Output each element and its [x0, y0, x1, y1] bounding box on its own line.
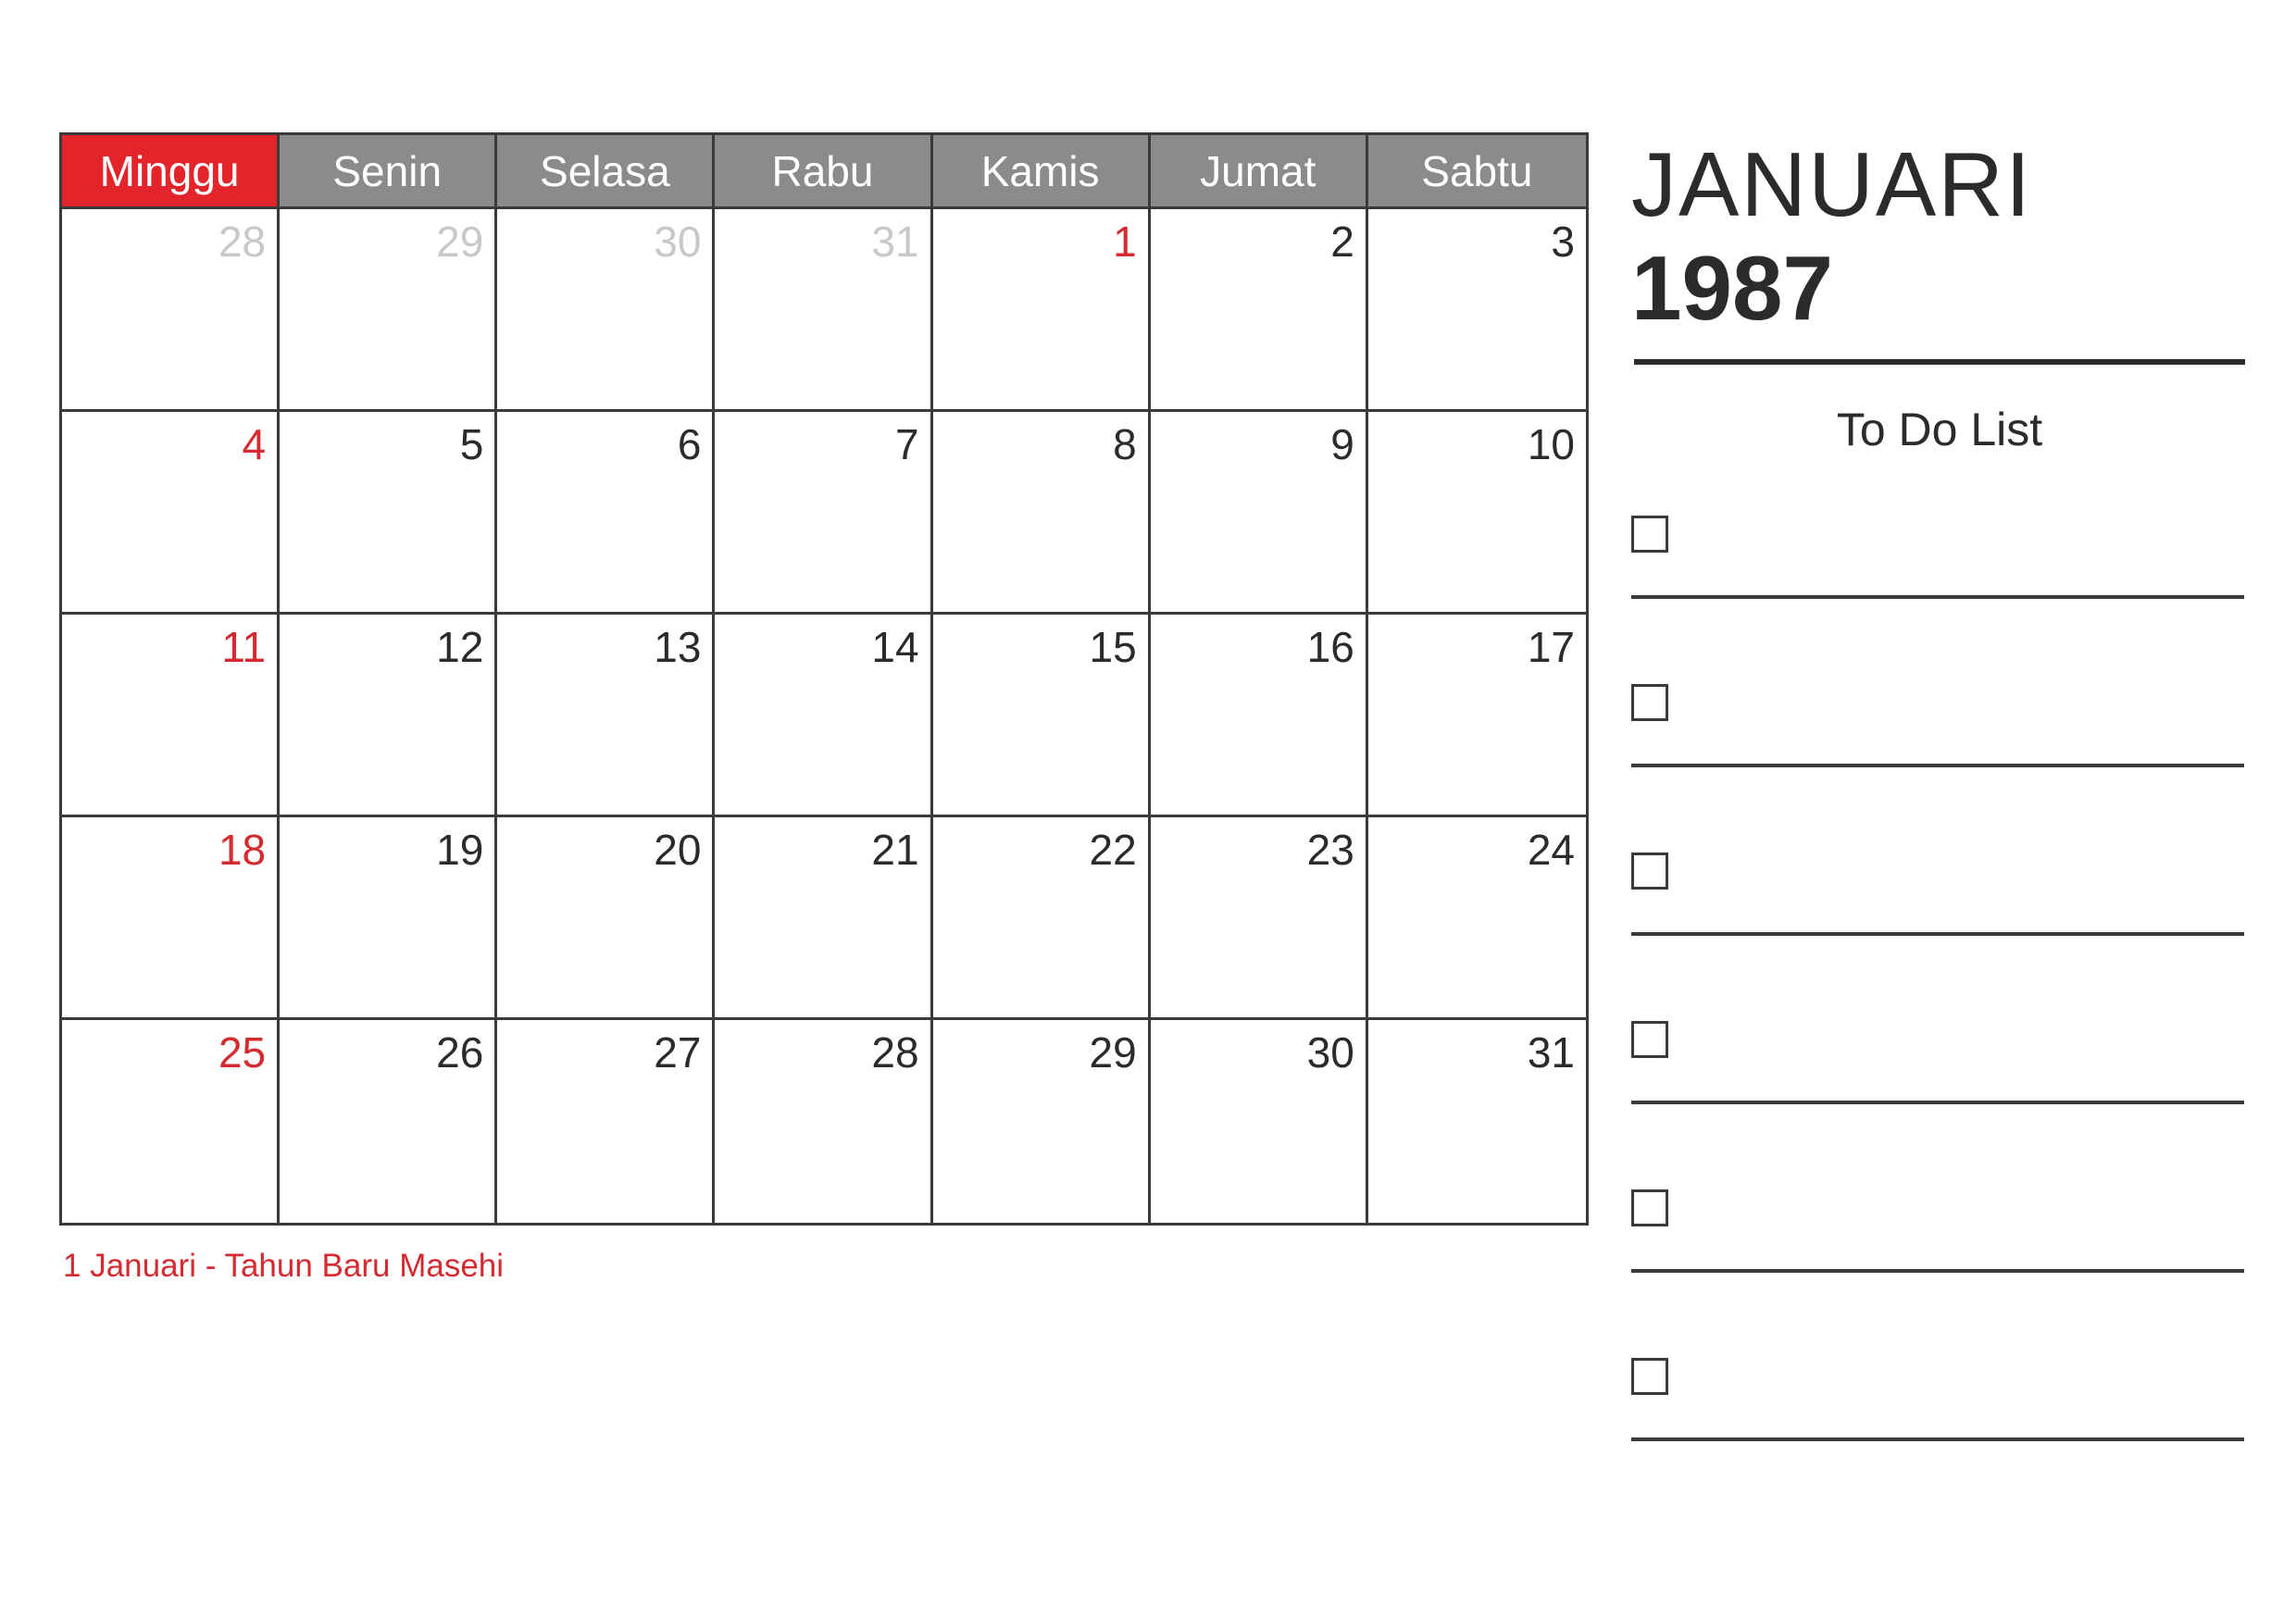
day-number: 1 — [1113, 218, 1137, 266]
day-number: 8 — [1113, 420, 1137, 468]
day-cell[interactable] — [715, 412, 932, 615]
day-cell[interactable] — [497, 817, 715, 1020]
day-cell[interactable] — [933, 412, 1151, 615]
weekday-header-rabu: Rabu — [715, 135, 932, 209]
year-title: 1987 — [1631, 237, 1834, 339]
todo-item — [1631, 1021, 2244, 1104]
todo-checkbox[interactable] — [1631, 1358, 1668, 1395]
day-cell[interactable] — [280, 412, 497, 615]
day-number: 15 — [1089, 623, 1137, 671]
todo-item — [1631, 853, 2244, 936]
day-cell[interactable] — [1368, 412, 1586, 615]
day-cell[interactable] — [62, 1020, 280, 1223]
calendar-grid — [59, 132, 1589, 1226]
day-number: 13 — [654, 623, 702, 671]
day-cell[interactable] — [62, 817, 280, 1020]
day-number: 28 — [218, 218, 267, 266]
day-number: 29 — [1089, 1028, 1137, 1077]
day-number: 23 — [1306, 826, 1354, 874]
day-number: 31 — [1527, 1028, 1575, 1077]
month-title: JANUARI — [1631, 133, 2033, 235]
day-number: 22 — [1089, 826, 1137, 874]
day-cell[interactable] — [62, 615, 280, 817]
todo-checkbox[interactable] — [1631, 1189, 1668, 1226]
day-number: 14 — [871, 623, 919, 671]
day-number: 17 — [1527, 623, 1575, 671]
day-cell[interactable] — [715, 817, 932, 1020]
day-cell[interactable] — [933, 817, 1151, 1020]
weekday-header-sabtu: Sabtu — [1368, 135, 1586, 209]
todo-write-line[interactable] — [1631, 764, 2244, 767]
day-number: 29 — [436, 218, 484, 266]
day-number: 25 — [218, 1028, 267, 1077]
todo-checkbox[interactable] — [1631, 853, 1668, 890]
day-cell[interactable] — [62, 209, 280, 412]
todo-item — [1631, 1189, 2244, 1273]
day-cell[interactable] — [62, 412, 280, 615]
day-cell[interactable] — [1151, 412, 1368, 615]
day-cell[interactable] — [497, 412, 715, 615]
todo-item — [1631, 516, 2244, 599]
todo-checkbox[interactable] — [1631, 684, 1668, 721]
day-number: 31 — [871, 218, 919, 266]
day-number: 10 — [1527, 420, 1575, 468]
day-cell[interactable] — [497, 1020, 715, 1223]
day-number: 18 — [218, 826, 267, 874]
todo-write-line[interactable] — [1631, 932, 2244, 936]
day-number: 20 — [654, 826, 702, 874]
todo-write-line[interactable] — [1631, 595, 2244, 599]
day-number: 19 — [436, 826, 484, 874]
day-number: 16 — [1306, 623, 1354, 671]
holiday-note: 1 Januari - Tahun Baru Masehi — [63, 1248, 505, 1284]
day-number: 12 — [436, 623, 484, 671]
day-number: 30 — [1306, 1028, 1354, 1077]
day-cell[interactable] — [280, 1020, 497, 1223]
day-cell[interactable] — [1151, 209, 1368, 412]
day-number: 26 — [436, 1028, 484, 1077]
day-cell[interactable] — [1151, 1020, 1368, 1223]
todo-item — [1631, 684, 2244, 767]
day-cell[interactable] — [1151, 615, 1368, 817]
title-divider — [1634, 359, 2245, 365]
day-cell[interactable] — [1368, 1020, 1586, 1223]
day-number: 24 — [1527, 826, 1575, 874]
day-cell[interactable] — [1368, 817, 1586, 1020]
day-number: 28 — [871, 1028, 919, 1077]
todo-checkbox[interactable] — [1631, 1021, 1668, 1058]
day-cell[interactable] — [280, 817, 497, 1020]
day-number: 2 — [1330, 218, 1354, 266]
day-cell[interactable] — [280, 209, 497, 412]
weekday-header-selasa: Selasa — [497, 135, 715, 209]
day-number: 4 — [242, 420, 267, 468]
day-cell[interactable] — [1368, 209, 1586, 412]
todo-heading: To Do List — [1836, 404, 2043, 455]
todo-write-line[interactable] — [1631, 1269, 2244, 1273]
day-cell[interactable] — [280, 615, 497, 817]
todo-write-line[interactable] — [1631, 1438, 2244, 1441]
todo-item — [1631, 1358, 2244, 1441]
weekday-header-senin: Senin — [280, 135, 497, 209]
weekday-header-jumat: Jumat — [1151, 135, 1368, 209]
day-cell[interactable] — [715, 1020, 932, 1223]
day-cell[interactable] — [1151, 817, 1368, 1020]
day-number: 21 — [871, 826, 919, 874]
todo-write-line[interactable] — [1631, 1101, 2244, 1104]
day-cell[interactable] — [1368, 615, 1586, 817]
day-number: 9 — [1330, 420, 1354, 468]
day-number: 30 — [654, 218, 702, 266]
weekday-header-minggu: Minggu — [62, 135, 280, 209]
day-number: 11 — [221, 623, 267, 671]
day-cell[interactable] — [715, 209, 932, 412]
day-cell[interactable] — [933, 1020, 1151, 1223]
weekday-header-kamis: Kamis — [933, 135, 1151, 209]
day-number: 27 — [654, 1028, 702, 1077]
day-number: 6 — [677, 420, 702, 468]
day-number: 5 — [459, 420, 484, 468]
day-number: 7 — [894, 420, 919, 468]
day-cell[interactable] — [933, 209, 1151, 412]
day-cell[interactable] — [933, 615, 1151, 817]
todo-checkbox[interactable] — [1631, 516, 1668, 553]
day-cell[interactable] — [497, 615, 715, 817]
day-cell[interactable] — [715, 615, 932, 817]
day-cell[interactable] — [497, 209, 715, 412]
day-number: 3 — [1551, 218, 1575, 266]
